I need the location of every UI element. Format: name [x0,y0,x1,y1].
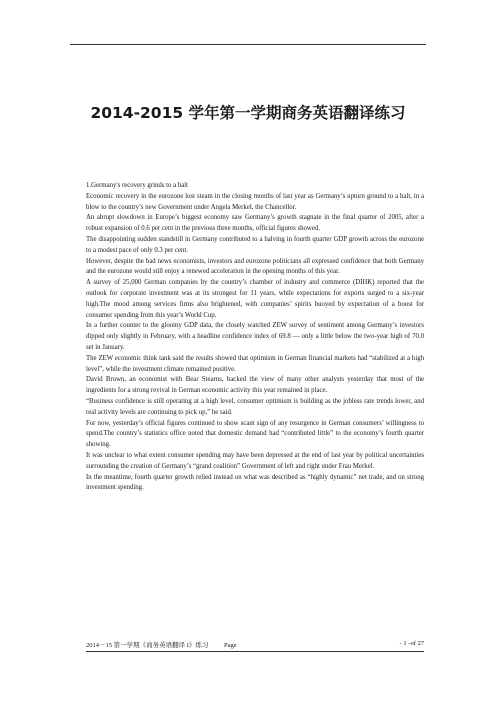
paragraph: The disappointing sudden standstill in Germany contributed to a halving in fourth quarter GDP growth across the eurozone to a modest pace of only 0.3 per cent. [86,235,424,254]
footer-rule [86,651,424,652]
footer-page-label: Page [224,642,237,649]
header-rule [70,44,426,45]
footer-page-number: - 1 -of 27 [399,640,424,647]
paragraph: In a further counter to the gloomy GDP data, the closely watched ZEW survey of sentiment among Germany’s investors dipped only slightly in February, with a headline confidence index of 69.8 — only a little below the two-year high of 70.0 set in January. [86,322,424,351]
document-title: 2014-2015 学年第一学期商务英语翻译练习 [90,104,406,122]
paragraph: In the meantime, fourth quarter growth relied instead on what was described as “highly dynamic” net trade, and on strong investment spending. [86,473,424,492]
paragraph: However, despite the bad news economists, investors and eurozone politicians all expressed confidence that both Germany and the eurozone would still enjoy a renewed acceleration in the opening months of this year. [86,257,424,276]
paragraph: A survey of 25,000 German companies by the country’s chamber of industry and commerce (DIHK) reported that the outlook for corporate investment was at its strongest for 11 years, while expectations for exports surged to a six-year high.The mood among services firms also brightened, with companies’ spirits buoyed by expectation of a boost for consumer spending from this year’s World Cup. [86,279,424,319]
paragraph: “Business confidence is still operating at a high level, consumer optimism is building as the jobless rate trends lower, and real activity levels are continuing to pick up,” he said. [86,397,424,416]
heading-line: 1.Germany's recovery grinds to a halt [86,182,189,189]
document-body [86,181,424,494]
paragraph: It was unclear to what extent consumer spending may have been depressed at the end of last year by political uncertainties surrounding the creation of Germany’s “grand coalition” Government of left and right under Frau Merkel. [86,451,424,470]
footer-course: 2014－15 第一学期《商务英语翻译 I》练习 [86,642,209,649]
paragraph: The ZEW economic think tank said the results showed that optimism in German financial markets had “stabilized at a high level”, while the investment climate remained positive. [86,354,424,373]
paragraph: Economic recovery in the eurozone lost steam in the closing months of last year as Germany’s upturn ground to a halt, in a blow to the country’s new Government under Angela Merkel, the Chancellor. [86,192,424,211]
paragraph: David Brown, an economist with Bear Stearns, backed the view of many other analysts yesterday that most of the ingredients for a strong revival in German economic activity this year remained in place. [86,376,424,395]
footer-left [86,640,251,649]
paragraph: An abrupt slowdown in Europe’s biggest economy saw Germany’s growth stagnate in the final quarter of 2005, after a robust expansion of 0.6 per cent in the previous three months, official figures showed. [86,214,424,233]
paragraph: For now, yesterday’s official figures continued to show scant sign of any resurgence in German consumers’ willingness to spend.The country’s statistics office noted that domestic demand had “contributed little” to the economy’s fourth quarter showing. [86,419,424,449]
page-footer [86,640,424,649]
